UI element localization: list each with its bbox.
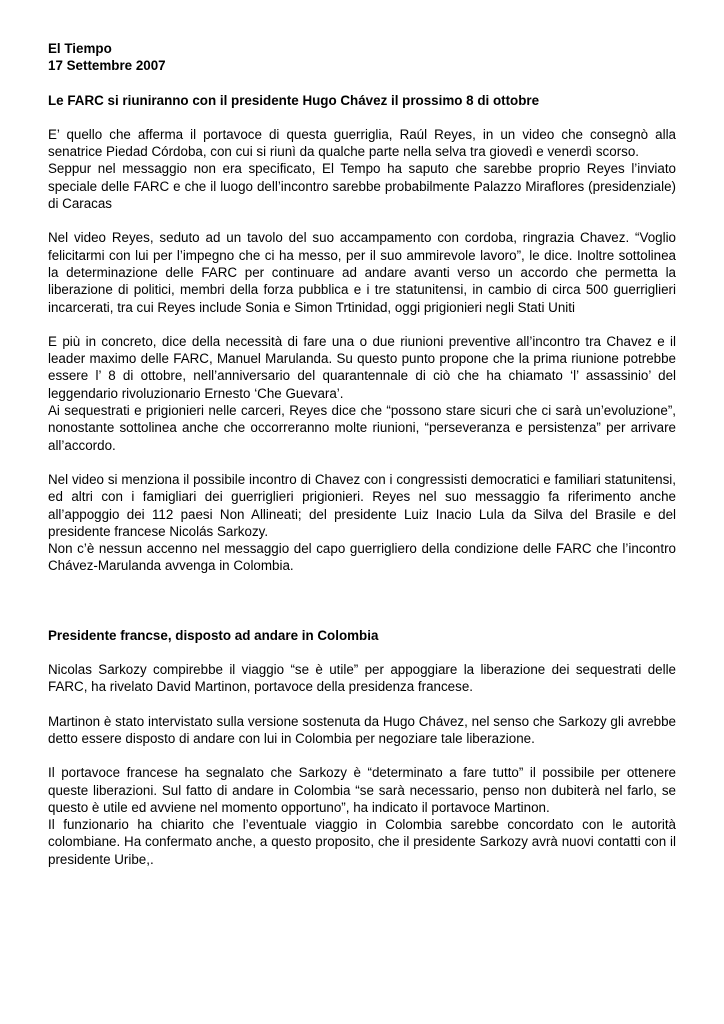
article-paragraph: Nel video Reyes, seduto ad un tavolo del suo accampamento con cordoba, ringrazia Chavez. “Voglio felicitarmi con lui per l’impegno che ci ha messo, per il suo ammirevole lavoro”, le dice. Inoltre sottolinea la determinazione delle FARC per continuare ad andare avanti verso un accordo che permetta la liberazione di politici, membri della forza pubblica e i tre statunitensi, in cambio di circa 500 guerriglieri incarcerati, tra cui Reyes include Sonia e Simon Trtinidad, oggi prigionieri negli Stati Uniti (48, 230, 676, 315)
spacer (48, 696, 676, 713)
article-paragraph: E’ quello che afferma il portavoce di questa guerriglia, Raúl Reyes, in un video che consegnò alla senatrice Piedad Córdoba, con cui si riunì da qualche parte nella selva tra giovedì e venerdì scorso. (48, 126, 676, 160)
spacer (48, 575, 676, 627)
article-paragraph: E più in concreto, dice della necessità di fare una o due riunioni preventive all’incontro tra Chavez e il leader maximo delle FARC, Manuel Marulanda. Su questo punto propone che la prima riunione potrebbe essere l’ 8 di ottobre, nell’anniversario del quarantennale di ciò che ha chiamato ‘l’ assassinio’ del leggendario rivoluzionario Ernesto ‘Che Guevara’. (48, 333, 676, 401)
spacer (48, 454, 676, 471)
spacer (48, 212, 676, 229)
article-paragraph: Nel video si menziona il possibile incontro di Chavez con i congressisti democratici e familiari statunitensi, ed altri con i famigliari dei guerriglieri prigionieri. Reyes nel suo messaggio fa riferimento anche all’appoggio dei 112 paesi Non Allineati; del presidente Luiz Inacio Lula da Silva del Brasile e del presidente francese Nicolás Sarkozy. (48, 471, 676, 539)
source-name: El Tiempo (48, 41, 112, 56)
article-headline: Le FARC si riuniranno con il presidente Hugo Chávez il prossimo 8 di ottobre (48, 92, 540, 108)
spacer (48, 109, 676, 126)
spacer (48, 75, 676, 92)
article-paragraph: Nicolas Sarkozy compirebbe il viaggio “se è utile” per appoggiare la liberazione dei sequestrati delle FARC, ha rivelato David Martinon, portavoce della presidenza francese. (48, 662, 676, 695)
article-paragraph: Il funzionario ha chiarito che l’eventuale viaggio in Colombia sarebbe concordato con le autorità colombiane. Ha confermato anche, a questo proposito, che il presidente Sarkozy avrà nuovi contatti con il presidente Uribe,. (48, 817, 676, 867)
article-paragraph: Il portavoce francese ha segnalato che Sarkozy è “determinato a fare tutto” il possibile per ottenere queste liberazioni. Sul fatto di andare in Colombia “se sarà necessario, penso non dubiterà nel farlo, se questo è utile ed avviene nel momento opportuno”, ha indicato il portavoce Martinon. (48, 765, 676, 815)
publication-date: 17 Settembre 2007 (48, 58, 166, 74)
spacer (48, 747, 676, 764)
spacer (48, 644, 676, 661)
article-paragraph: Non c’è nessun accenno nel messaggio del capo guerrigliero della condizione delle FARC che l’incontro Chávez-Marulanda avvenga in Colombia. (48, 541, 676, 574)
spacer (48, 316, 676, 333)
section-headline: Presidente francse, disposto ad andare in Colombia (48, 627, 379, 643)
document-page (48, 40, 676, 868)
article-paragraph: Martinon è stato intervistato sulla versione sostenuta da Hugo Chávez, nel senso che Sarkozy gli avrebbe detto essere disposto di andare con lui in Colombia per negoziare tale liberazione. (48, 713, 676, 746)
article-paragraph: Ai sequestrati e prigionieri nelle carceri, Reyes dice che “possono stare sicuri che ci sarà un’evoluzione”, nonostante sottolinea anche che occorreranno molte riunioni, “perseveranza e persistenza” per arrivare all’accordo. (48, 403, 676, 453)
article-paragraph: Seppur nel messaggio non era specificato, El Tempo ha saputo che sarebbe proprio Reyes l’inviato speciale delle FARC e che il luogo dell’incontro sarebbe probabilmente Palazzo Miraflores (presidenziale) di Caracas (48, 161, 676, 212)
